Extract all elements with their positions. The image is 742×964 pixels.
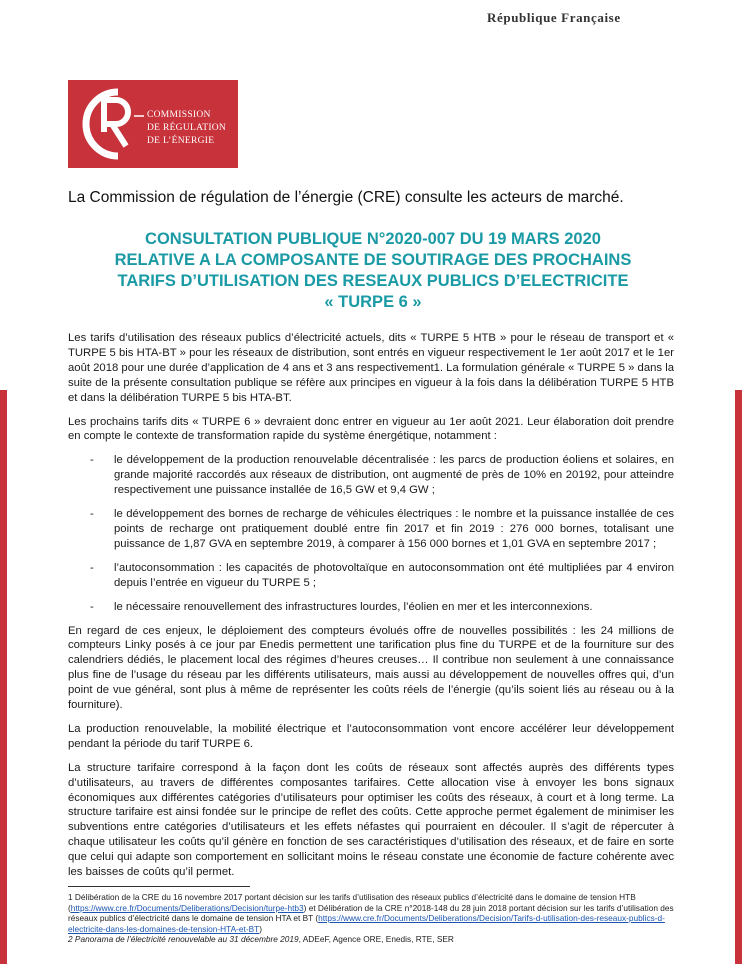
list-item-text: l’autoconsommation : les capacités de photovoltaïque en autoconsommation ont été multipliées par 4 environ depuis l’entrée en vigueur du TURPE 5 ; xyxy=(114,561,674,589)
cre-logo xyxy=(68,80,238,168)
footnote-separator xyxy=(68,886,250,887)
list-item-text: le nécessaire renouvellement des infrastructures lourdes, l’éolien en mer et les interconnexions. xyxy=(114,600,593,613)
title-line-4: « TURPE 6 » xyxy=(324,293,422,311)
footnote-2-text: , ADEeF, Agence ORE, Enedis, RTE, SER xyxy=(298,934,454,944)
republique-francaise-header: République Française xyxy=(487,10,621,25)
footnote-1-text-b: ) et Délibération de la CRE n°2018-148 du 28 juin 2018 portant décision sur les tarifs d’utilisation des réseaux publics d’électricité dans le domaine de tension HTA et BT ( xyxy=(68,902,674,923)
title-line-1: CONSULTATION PUBLIQUE N°2020-007 DU 19 MARS 2020 xyxy=(145,230,601,248)
footnote-1-text-a: 1 Délibération de la CRE du 16 novembre 2017 portant décision sur les tarifs d’utilisation des réseaux publics d’électricité dans le domaine de tension HTB ( xyxy=(68,892,636,913)
footnotes xyxy=(68,892,674,945)
footnote-2-title: 2 Panorama de l’électricité renouvelable au 31 décembre 2019 xyxy=(68,934,299,944)
footnote-link-turpe-htb[interactable]: https://www.cre.fr/Documents/Deliberations/Decision/turpe-htb3 xyxy=(70,902,304,913)
list-item xyxy=(68,600,674,615)
title-line-2: RELATIVE A LA COMPOSANTE DE SOUTIRAGE DES PROCHAINS xyxy=(114,251,632,269)
list-item-text: le développement des bornes de recharge de véhicules électriques : le nombre et la puissance installée de ces points de recharge ont pratiquement doublé entre fin 2017 et fin 2019 : 276 000 bornes, totalisant une puissance de 1,87 GVA en septembre 2019, à comparer à 156 000 bornes et 1,01 GVA en septembre 2017 ; xyxy=(114,508,674,550)
paragraph-3: En regard de ces enjeux, le déploiement des compteurs évolués offre de nouvelles possibilités : les 24 millions de compteurs Linky posés à ce jour par Enedis permettent une tarification plus fine du TURPE et de la fourniture sur des calendriers dédiés, le placement local des régimes d’heures creuses… Il contribue non seulement à une connaissance plus fine de l’usage du réseau par les différents utilisateurs, mais aussi au développement de nouvelles offres qui, d’un point de vue général, sont plus à même de représenter les coûts réels de l’énergie (qu’ils soient liés au réseau ou à la fourniture). xyxy=(68,624,674,712)
context-list xyxy=(68,453,674,614)
logo-line-1: COMMISSION xyxy=(147,110,211,120)
logo-line-3: DE L’ÉNERGIE xyxy=(147,136,215,146)
list-dash: - xyxy=(90,561,94,574)
right-accent-bar xyxy=(735,390,742,964)
consultation-title xyxy=(68,229,678,313)
list-item xyxy=(68,561,674,591)
list-dash: - xyxy=(90,508,94,521)
list-item-text: le développement de la production renouvelable décentralisée : les parcs de production éoliens et solaires, en grande majorité raccordés aux réseaux de distribution, ont augmenté de près de 10% en 20192, pour atteindre respectivement une puissance installée de 16,5 GW et 9,4 GW ; xyxy=(114,454,674,497)
list-dash: - xyxy=(90,600,94,613)
left-accent-bar xyxy=(0,390,7,964)
list-item xyxy=(68,507,674,552)
footnote-1 xyxy=(68,892,674,934)
intro-sentence: La Commission de régulation de l’énergie (CRE) consulte les acteurs de marché. xyxy=(68,189,624,206)
paragraph-5: La structure tarifaire correspond à la façon dont les coûts de réseaux sont affectés auprès des différents types d’utilisateurs, au travers de différentes composantes tarifaires. Cette allocation vise à envoyer les bons signaux économiques aux différentes catégories d’utilisateurs pour optimiser les coûts des réseaux, à court et à long terme. La structure tarifaire est ainsi fondée sur le principe de reflet des coûts. Cette approche permet également de minimiser les subventions entre catégories d’utilisateurs et les effets néfastes qui pourraient en découler. Il s’agit de répercuter à chaque utilisateur les coûts qu’il génère en fonction de ses caractéristiques d’utilisation des réseaux, et de faire en sorte que celui qui adapte son comportement en sollicitant moins le réseau constate une économie de facture cohérente avec les baisses de coûts qu’il permet. xyxy=(68,761,674,879)
footnote-link-turpe-hta-bt[interactable]: https://www.cre.fr/Documents/Deliberations/Decision/Tarifs-d-utilisation-des-reseaux-publics-d-electricite-dans-les-domaines-de-tension-HTA-et-BT xyxy=(68,913,665,934)
logo-wordmark xyxy=(147,109,226,148)
footnote-1-text-c: ) xyxy=(259,923,262,934)
footnote-2 xyxy=(68,934,674,945)
list-item xyxy=(68,453,674,498)
list-dash: - xyxy=(90,454,94,467)
body-text xyxy=(68,331,674,889)
logo-line-2: DE RÉGULATION xyxy=(147,123,227,133)
paragraph-1: Les tarifs d’utilisation des réseaux publics d’électricité actuels, dits « TURPE 5 HTB » pour le réseau de transport et « TURPE 5 bis HTA-BT » pour les réseaux de distribution, sont entrés en vigueur respectivement le 1er août 2017 et le 1er août 2018 pour une durée d’application de 4 ans et 3 ans respectivement1. La formulation générale « TURPE 5 » dans la suite de la présente consultation publique se réfère aux principes en vigueur à la fois dans la délibération TURPE 5 HTB et dans la délibération TURPE 5 bis HTA-BT. xyxy=(68,332,674,404)
paragraph-2: Les prochains tarifs dits « TURPE 6 » devraient donc entrer en vigueur au 1er août 2021. Leur élaboration doit prendre en compte le contexte de transformation rapide du système énergétique, notamment : xyxy=(68,415,674,443)
paragraph-4: La production renouvelable, la mobilité électrique et l’autoconsommation vont encore accélérer leur développement pendant la période du tarif TURPE 6. xyxy=(68,722,674,750)
title-line-3: TARIFS D’UTILISATION DES RESEAUX PUBLICS D’ELECTRICITE xyxy=(117,272,629,290)
